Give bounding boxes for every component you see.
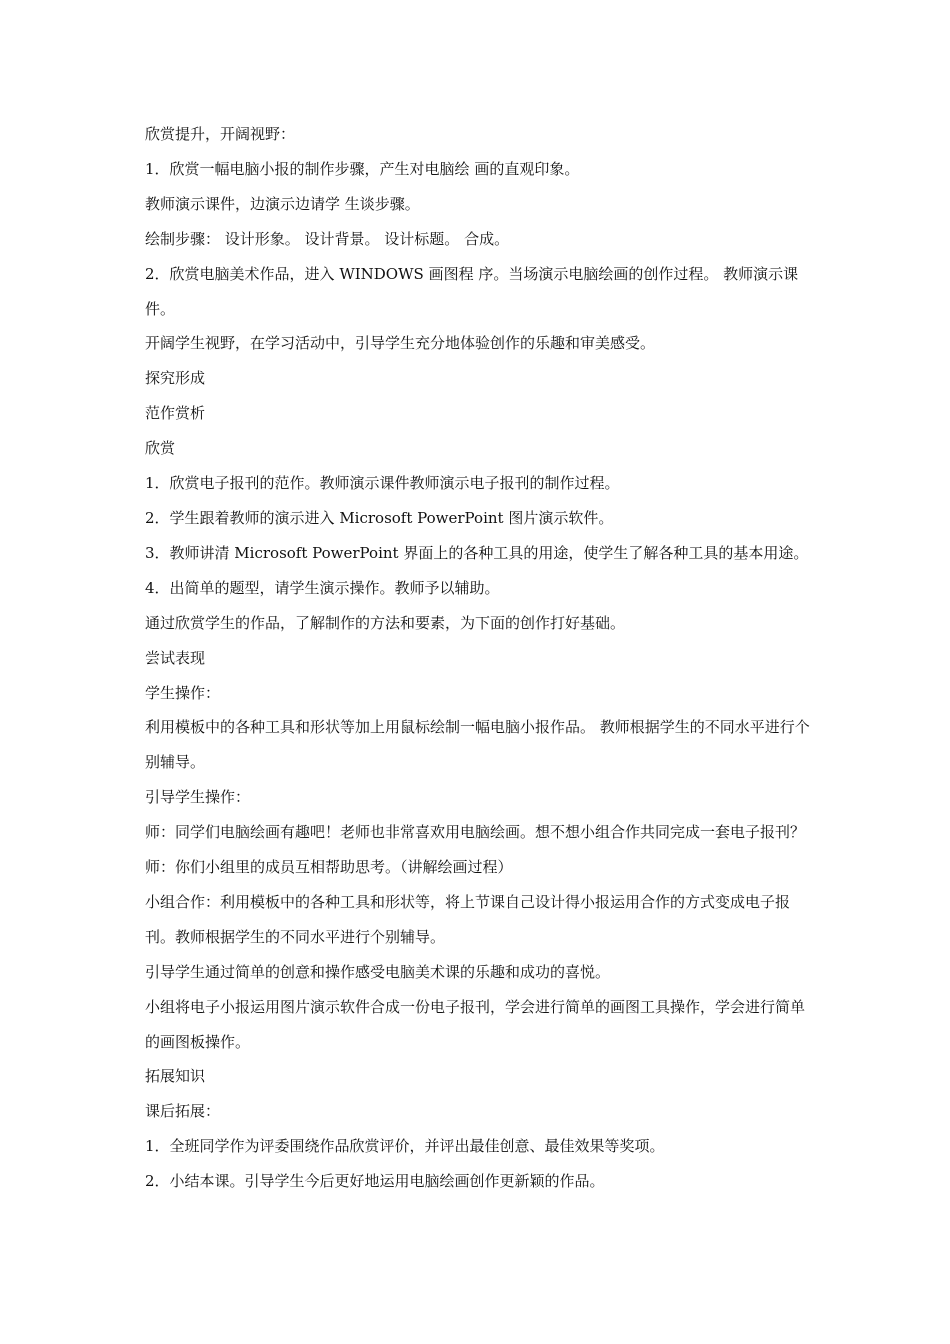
paragraph-item: 1．欣赏一幅电脑小报的制作步骤，产生对电脑绘 画的直观印象。 — [145, 159, 580, 178]
section-heading-after-class: 课后拓展： — [145, 1102, 221, 1121]
paragraph-text: 开阔学生视野，在学习活动中，引导学生充分地体验创作的乐趣和审美感受。 — [145, 334, 656, 353]
paragraph-text: 通过欣赏学生的作品，了解制作的方法和要素，为下面的创作打好基础。 — [145, 613, 626, 632]
paragraph-text: 师：同学们电脑绘画有趣吧！老师也非常喜欢用电脑绘画。想不想小组合作共同完成一套电子报刊？ 师：你们小组里的成员互相帮助思考。（讲解绘画过程） — [145, 823, 806, 877]
section-heading-appreciate: 欣赏 — [145, 439, 176, 458]
section-heading-explore: 探究形成 — [145, 369, 206, 388]
paragraph-item: 3．教师讲清 Microsoft PowerPoint 界面上的各种工具的用途，使学生了解各种工具的基本用途。 — [145, 543, 809, 562]
paragraph-text: 小组合作：利用模板中的各种工具和形状等，将上节课自己设计得小报运用合作的方式变成电子报刊。教师根据学生的不同水平进行个别辅导。 — [145, 892, 791, 946]
paragraph-item: 4．出简单的题型，请学生演示操作。教师予以辅助。 — [145, 578, 500, 597]
paragraph-text: 小组将电子小报运用图片演示软件合成一份电子报刊，学会进行简单的画图工具操作，学会进行简单的画图板操作。 — [145, 997, 806, 1051]
section-heading-try: 尝试表现 — [145, 648, 206, 667]
paragraph-text: 利用模板中的各种工具和形状等加上用鼠标绘制一幅电脑小报作品。 教师根据学生的不同水平进行个别辅导。 — [145, 718, 810, 772]
paragraph-item: 2．学生跟着教师的演示进入 Microsoft PowerPoint 图片演示软件。 — [145, 508, 614, 527]
paragraph-text: 引导学生通过简单的创意和操作感受电脑美术课的乐趣和成功的喜悦。 — [145, 962, 611, 981]
paragraph-item: 1．欣赏电子报刊的范作。教师演示课件教师演示电子报刊的制作过程。 — [145, 474, 620, 493]
document-body — [145, 117, 810, 1199]
paragraph-item: 2．小结本课。引导学生今后更好地运用电脑绘画创作更新颖的作品。 — [145, 1172, 605, 1191]
section-heading-student-ops: 学生操作： — [145, 683, 221, 702]
paragraph-heading-appreciate: 欣赏提升，开阔视野： — [145, 125, 296, 143]
section-heading-guide: 引导学生操作： — [145, 788, 251, 807]
paragraph-item: 2．欣赏电脑美术作品，进入 WINDOWS 画图程 序。当场演示电脑绘画的创作过程。 教师演示课件。 — [145, 264, 799, 318]
paragraph-item: 1．全班同学作为评委围绕作品欣赏评价，并评出最佳创意、最佳效果等奖项。 — [145, 1137, 665, 1156]
paragraph-text: 教师演示课件，边演示边请学 生谈步骤。 — [145, 194, 420, 213]
paragraph-text: 绘制步骤： 设计形象。 设计背景。 设计标题。 合成。 — [145, 229, 510, 248]
section-heading-extend: 拓展知识 — [145, 1067, 206, 1086]
section-heading-examples: 范作赏析 — [145, 404, 206, 423]
